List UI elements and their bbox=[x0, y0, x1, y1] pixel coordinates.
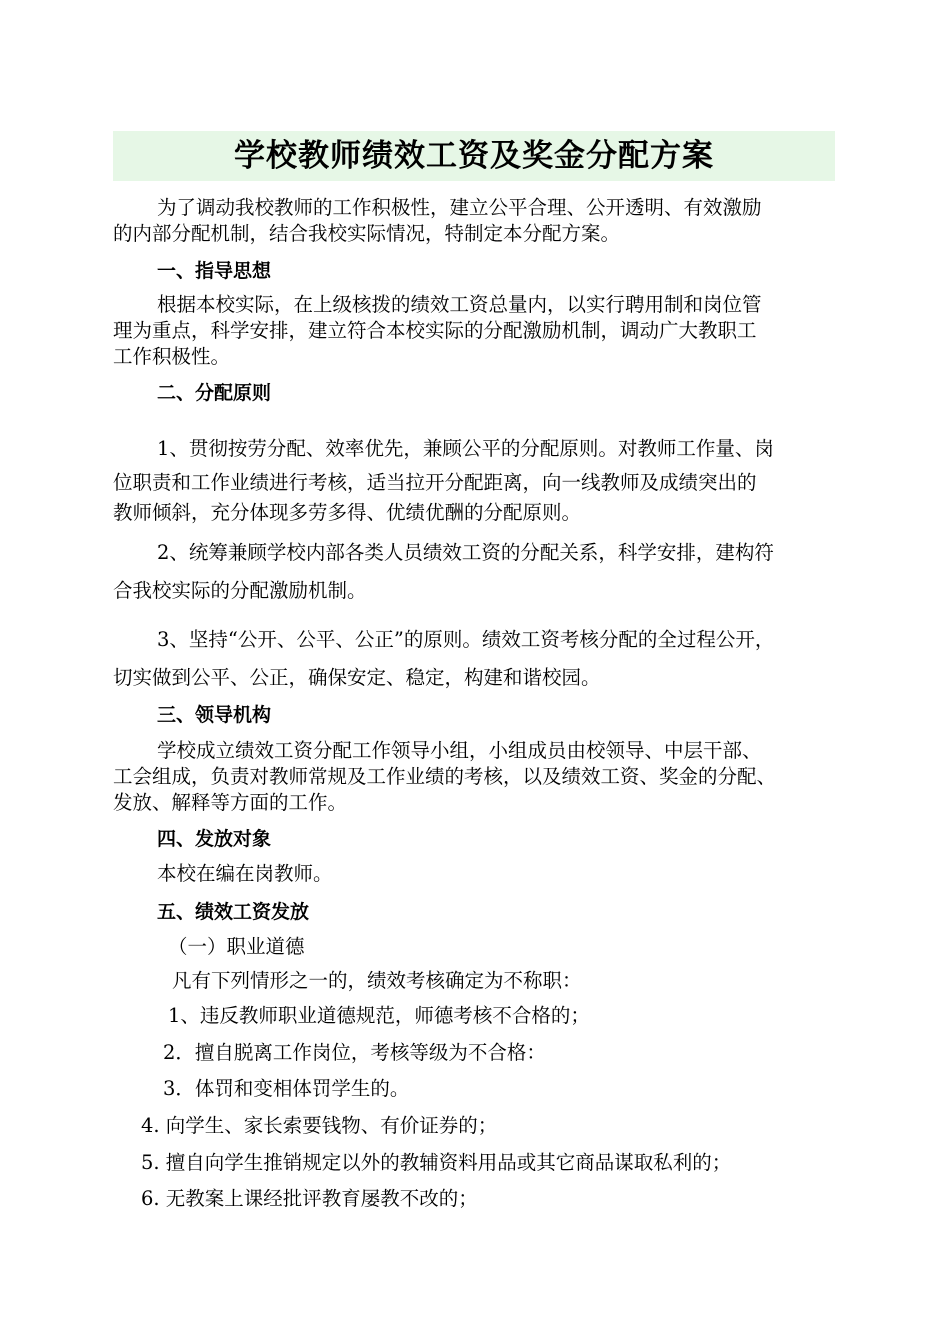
ethics-item-2: 2．擅自脱离工作岗位，考核等级为不合格： bbox=[163, 1041, 546, 1064]
principle-2-paragraph bbox=[113, 540, 835, 604]
principle-3-paragraph bbox=[113, 627, 835, 691]
intro-line-2: 的内部分配机制，结合我校实际情况，特制定本分配方案。 bbox=[113, 222, 621, 245]
principle-3-line-2: 切实做到公平、公正，确保安定、稳定，构建和谐校园。 bbox=[113, 666, 601, 689]
guiding-line-3: 工作积极性。 bbox=[113, 345, 231, 368]
principle-2-line-1: 2、统筹兼顾学校内部各类人员绩效工资的分配关系，科学安排，建构符 bbox=[157, 541, 774, 564]
leadership-paragraph bbox=[113, 738, 835, 816]
guiding-line-1: 根据本校实际，在上级核拨的绩效工资总量内，以实行聘用制和岗位管 bbox=[157, 293, 762, 316]
ethics-lead-text: 凡有下列情形之一的，绩效考核确定为不称职： bbox=[172, 969, 582, 992]
principle-3-line-1: 3、坚持“公开、公平、公正”的原则。绩效工资考核分配的全过程公开， bbox=[157, 628, 775, 651]
document-title: 学校教师绩效工资及奖金分配方案 bbox=[234, 138, 714, 174]
ethics-item-4: 4. 向学生、家长索要钱物、有价证券的； bbox=[141, 1114, 498, 1137]
ethics-item-6: 6. 无教案上课经批评教育屡教不改的； bbox=[141, 1187, 478, 1210]
section-heading-leadership: 三、领导机构 bbox=[157, 704, 272, 726]
guiding-line-2: 理为重点，科学安排，建立符合本校实际的分配激励机制，调动广大教职工 bbox=[113, 319, 757, 342]
principle-1-paragraph bbox=[113, 430, 835, 524]
section-heading-distribution-principles: 二、分配原则 bbox=[157, 382, 272, 404]
section-heading-recipients: 四、发放对象 bbox=[157, 828, 272, 850]
leadership-line-3: 发放、解释等方面的工作。 bbox=[113, 791, 348, 814]
recipients-text: 本校在编在岗教师。 bbox=[157, 862, 333, 885]
principle-1-line-2: 位职责和工作业绩进行考核，适当拉开分配距离，向一线教师及成绩突出的 bbox=[113, 471, 757, 494]
subsection-professional-ethics: （一）职业道德 bbox=[168, 935, 305, 958]
intro-line-1: 为了调动我校教师的工作积极性，建立公平合理、公开透明、有效激励 bbox=[157, 196, 762, 219]
ethics-item-1: 1、违反教师职业道德规范，师德考核不合格的； bbox=[168, 1004, 590, 1027]
leadership-line-1: 学校成立绩效工资分配工作领导小组，小组成员由校领导、中层干部、 bbox=[157, 739, 762, 762]
intro-paragraph bbox=[113, 195, 835, 247]
ethics-item-5: 5. 擅自向学生推销规定以外的教辅资料用品或其它商品谋取私利的； bbox=[141, 1151, 732, 1174]
ethics-item-3: 3．体罚和变相体罚学生的。 bbox=[163, 1077, 410, 1100]
guiding-ideology-paragraph bbox=[113, 292, 835, 370]
section-heading-guiding-ideology: 一、指导思想 bbox=[157, 260, 272, 282]
section-heading-performance-pay: 五、绩效工资发放 bbox=[157, 901, 310, 923]
leadership-line-2: 工会组成，负责对教师常规及工作业绩的考核，以及绩效工资、奖金的分配、 bbox=[113, 765, 777, 788]
principle-1-line-3: 教师倾斜，充分体现多劳多得、优绩优酬的分配原则。 bbox=[113, 501, 582, 524]
principle-2-line-2: 合我校实际的分配激励机制。 bbox=[113, 579, 367, 602]
principle-1-line-1: 1、贯彻按劳分配、效率优先，兼顾公平的分配原则。对教师工作量、岗 bbox=[157, 437, 774, 460]
